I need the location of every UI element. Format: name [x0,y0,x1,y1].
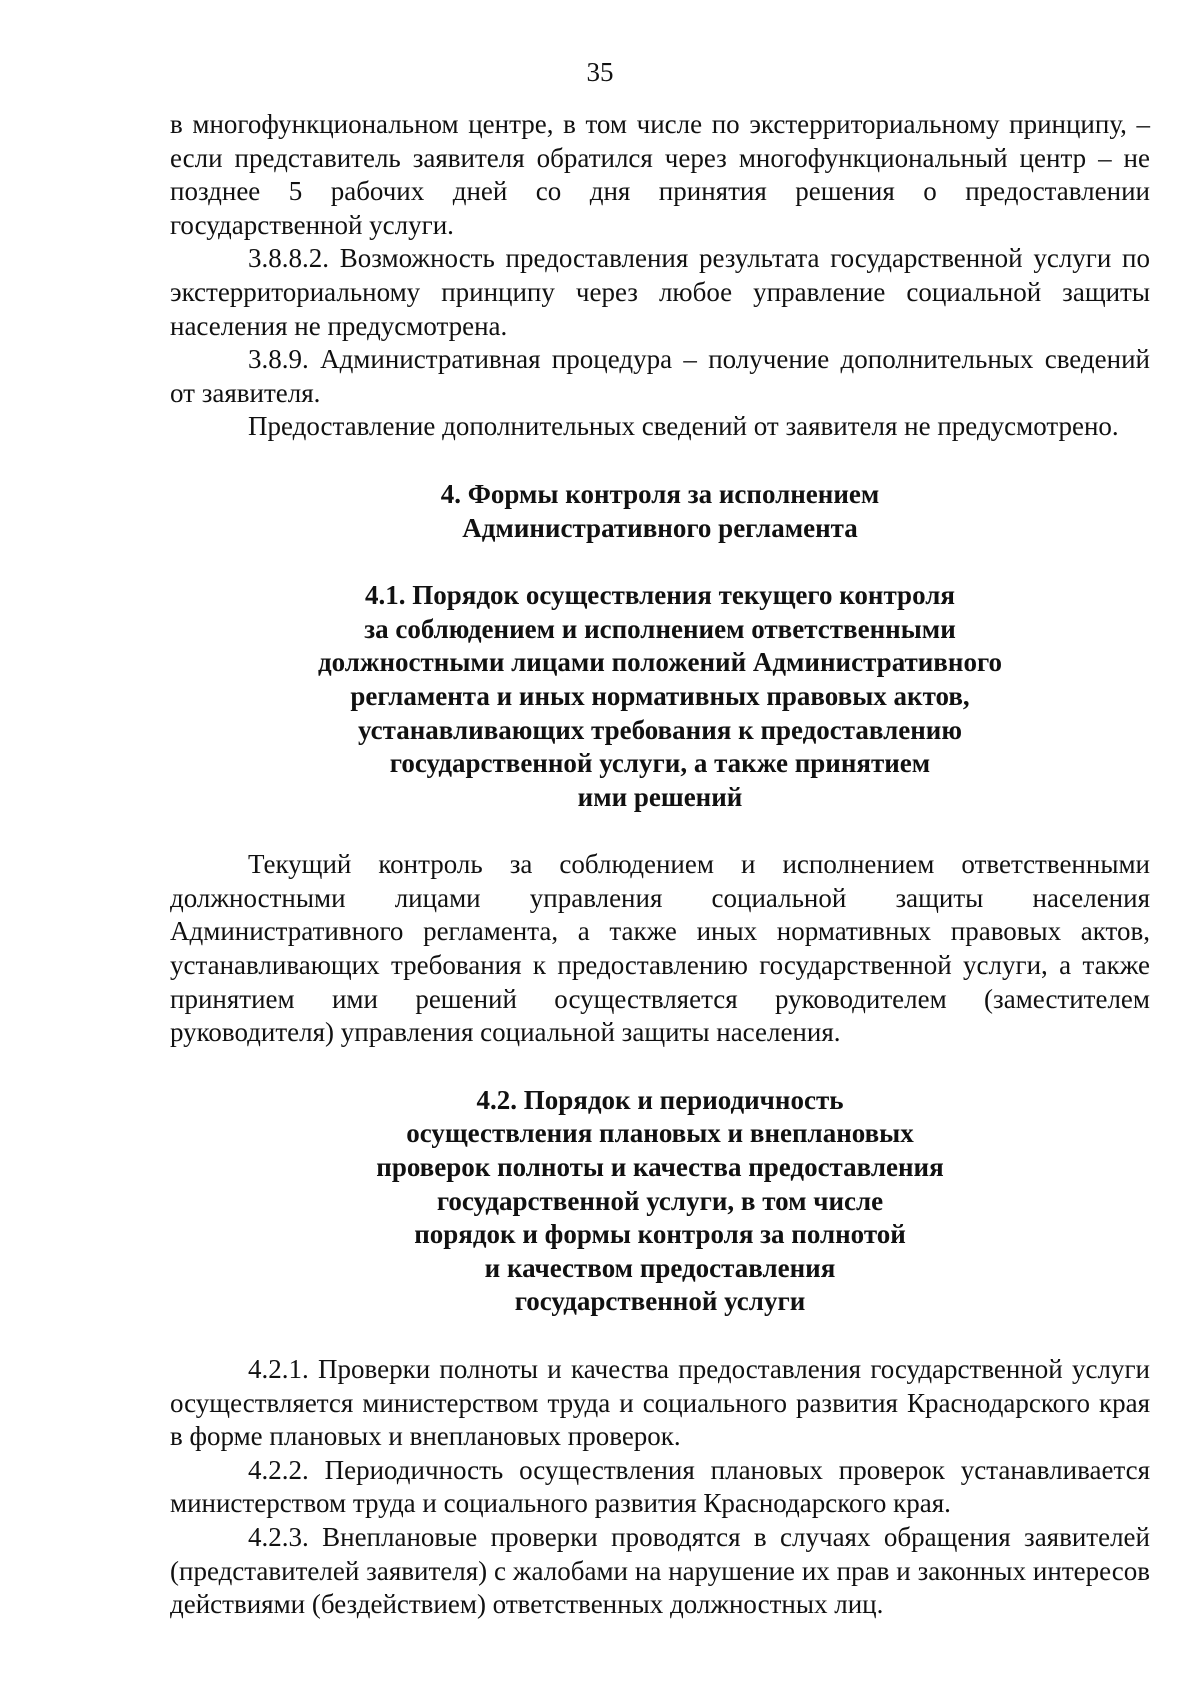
paragraph-4-2-1: 4.2.1. Проверки полноты и качества предоставления государственной услуги осуществляется министерством труда и социального развития Краснодарского края в форме плановых и внеплановых проверок. [170,1354,1150,1452]
heading-line: должностными лицами положений Административного [317,647,1003,678]
heading-line: государственной услуги, в том числе [436,1185,884,1216]
spacer [170,1050,1150,1084]
heading-line: проверок полноты и качества предоставления [376,1152,944,1183]
paragraph-4-2-3: 4.2.3. Внеплановые проверки проводятся в случаях обращения заявителей (представителей заявителя) с жалобами на нарушение их прав и законных интересов действиями (бездействием) ответственных должностных лиц. [170,1521,1150,1620]
paragraph-3-8-8-2: 3.8.8.2. Возможность предоставления результата государственной услуги по экстерриториальному принципу через любое управление социальной защиты населения не предусмотрена. [170,243,1150,341]
paragraph-3-8-9: 3.8.9. Административная процедура – получение дополнительных сведений от заявителя. [170,344,1150,408]
heading-line: 4.1. Порядок осуществления текущего контроля [365,580,955,611]
paragraph-additional-info: Предоставление дополнительных сведений от заявителя не предусмотрено. [248,411,1119,442]
spacer [170,444,1150,478]
section-4-1-heading [170,579,1150,814]
heading-line: регламента и иных нормативных правовых актов, [350,680,970,711]
heading-line: Административного регламента [462,512,858,543]
heading-line: порядок и формы контроля за полнотой [414,1219,906,1250]
document-body [170,108,1150,1622]
paragraph-4-2-2: 4.2.2. Периодичность осуществления плановых проверок устанавливается министерством труда и социального развития Краснодарского края. [170,1454,1150,1519]
section-4-2-heading [170,1084,1150,1319]
heading-line: ими решений [577,781,743,812]
heading-line: государственной услуги [514,1286,806,1317]
section-4-heading [170,478,1150,545]
section-4-1-body: Текущий контроль за соблюдением и исполнением ответственными должностными лицами управления социальной защиты населения Административного регламента, а также иных нормативных правовых актов, устанавливающих требования к предоставлению государственной услуги, а также принятием ими решений осуществляется руководителем (заместителем руководителя) управления социальной защиты населения. [170,849,1150,1048]
heading-line: устанавливающих требования к предоставлению [357,714,962,745]
paragraph-continuation: в многофункциональном центре, в том числе по экстерриториальному принципу, – если представитель заявителя обратился через многофункциональный центр – не позднее 5 рабочих дней со дня принятия решения о предоставлении государственной услуги. [170,109,1150,240]
spacer [170,814,1150,848]
heading-line: осуществления плановых и внеплановых [406,1118,914,1149]
spacer [170,545,1150,579]
heading-line: государственной услуги, а также принятием [389,748,931,779]
spacer [170,1319,1150,1353]
heading-line: 4. Формы контроля за исполнением [440,478,880,509]
heading-line: и качеством предоставления [484,1252,836,1283]
heading-line: за соблюдением и исполнением ответственными [364,613,956,644]
page-number: 35 [586,57,614,87]
heading-line: 4.2. Порядок и периодичность [476,1084,844,1115]
